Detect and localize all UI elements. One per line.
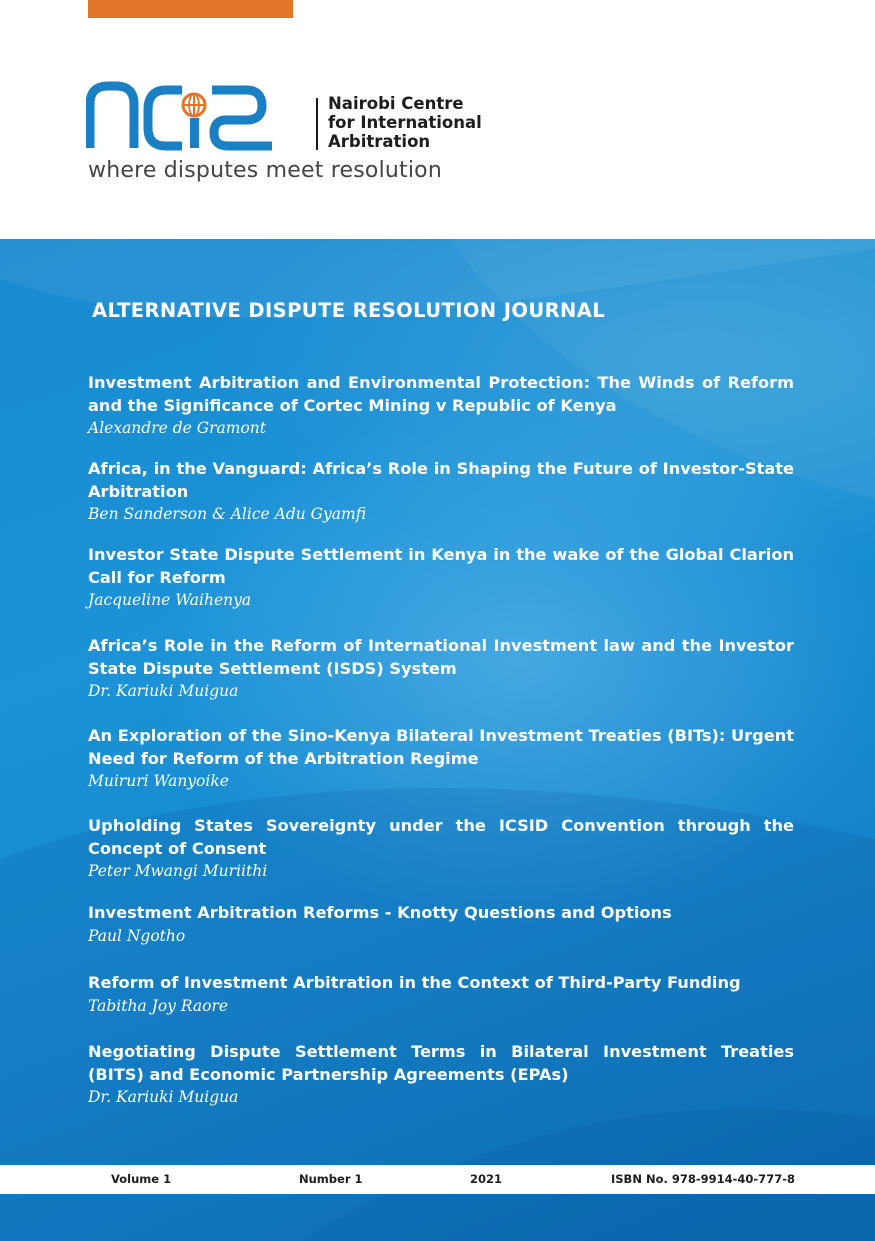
article-title: Investment Arbitration and Environmental Protection: The Winds of Reform and the Significance of Cortec Mining v Republic of Kenya — [88, 373, 794, 415]
org-line-1: Nairobi Centre — [328, 94, 464, 113]
organization-name — [328, 94, 482, 151]
article-author: Peter Mwangi Muriithi — [88, 862, 268, 880]
ncia-logo — [86, 80, 506, 190]
footer-info-strip — [0, 1165, 875, 1194]
article-author: Dr. Kariuki Muigua — [88, 682, 239, 700]
article-title: Investment Arbitration Reforms - Knotty Questions and Options — [88, 903, 672, 922]
article-author: Tabitha Joy Raore — [88, 996, 229, 1015]
article-title: Negotiating Dispute Settlement Terms in Bilateral Investment Treaties (BITS) and Economic Partnership Agreements (EPAs) — [88, 1042, 794, 1084]
article-item — [88, 902, 794, 947]
article-title: Upholding States Sovereignty under the ICSID Convention through the Concept of Consent — [88, 816, 794, 858]
article-author: Jacqueline Waihenya — [88, 591, 252, 609]
article-author: Ben Sanderson & Alice Adu Gyamfi — [88, 505, 367, 523]
article-item — [88, 815, 794, 882]
article-item — [88, 635, 794, 702]
article-item — [88, 544, 794, 611]
article-item — [88, 972, 794, 1017]
org-line-3: Arbitration — [328, 132, 431, 151]
article-author: Paul Ngotho — [88, 926, 186, 945]
ncia-logo-mark — [86, 80, 311, 152]
footer-number: Number 1 — [299, 1172, 363, 1186]
article-author: Muiruri Wanyoike — [88, 772, 229, 790]
article-title: Africa, in the Vanguard: Africa’s Role in Shaping the Future of Investor-State Arbitration — [88, 459, 794, 501]
article-title: Reform of Investment Arbitration in the Context of Third-Party Funding — [88, 973, 741, 992]
top-orange-bar — [88, 0, 293, 18]
footer-year: 2021 — [470, 1172, 503, 1186]
footer-volume: Volume 1 — [111, 1172, 172, 1186]
blue-cover-panel — [0, 239, 875, 1241]
journal-title: ALTERNATIVE DISPUTE RESOLUTION JOURNAL — [92, 299, 606, 322]
logo-divider — [316, 98, 318, 150]
article-author: Dr. Kariuki Muigua — [88, 1088, 239, 1106]
footer-isbn: ISBN No. 978-9914-40-777-8 — [611, 1172, 795, 1186]
article-item — [88, 725, 794, 792]
tagline: where disputes meet resolution — [88, 158, 442, 183]
article-item — [88, 458, 794, 525]
article-title: An Exploration of the Sino-Kenya Bilateral Investment Treaties (BITs): Urgent Need for Reform of the Arbitration Regime — [88, 726, 794, 768]
org-line-2: for International — [328, 113, 482, 132]
article-title: Investor State Dispute Settlement in Kenya in the wake of the Global Clarion Call for Reform — [88, 545, 794, 587]
article-title: Africa’s Role in the Reform of International Investment law and the Investor State Dispute Settlement (ISDS) System — [88, 636, 794, 678]
article-item — [88, 372, 794, 439]
article-author: Alexandre de Gramont — [88, 419, 267, 437]
article-item — [88, 1041, 794, 1108]
